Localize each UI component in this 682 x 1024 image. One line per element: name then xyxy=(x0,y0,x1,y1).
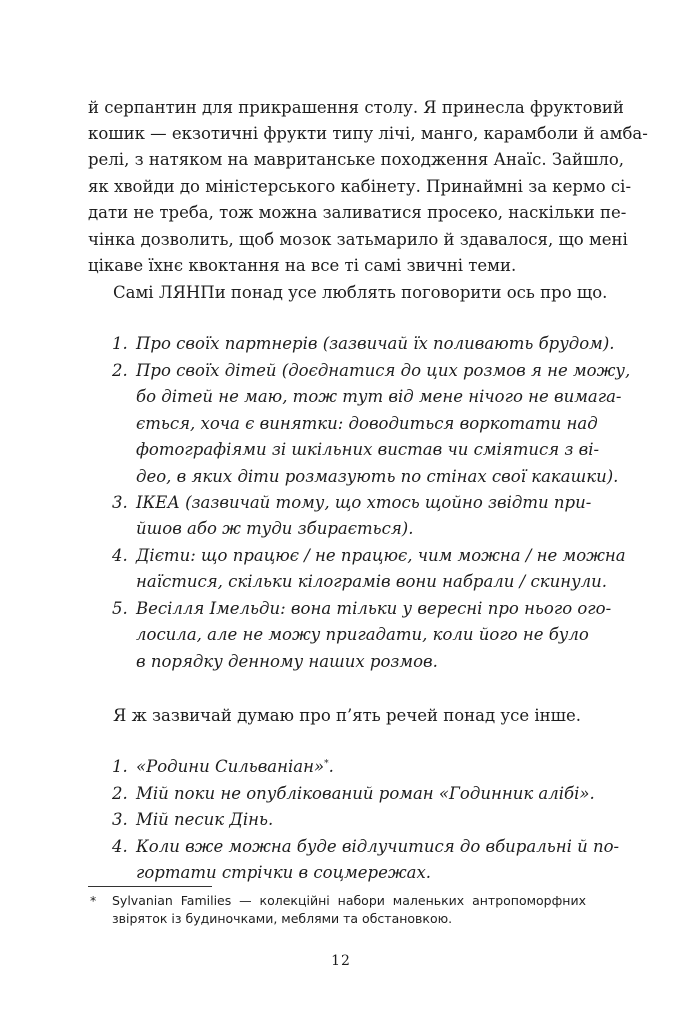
list-number: 4. xyxy=(112,546,128,565)
list-item-line: Дієти: що працює / не працює, чим можна / не можна xyxy=(136,546,626,565)
list-item-line: в порядку денному наших розмов. xyxy=(136,652,438,671)
list-item-line: ІКЕА (зазвичай тому, що хтось щойно звідти при- xyxy=(136,493,592,512)
paragraph-line: й серпантин для прикрашення столу. Я принесла фруктовий xyxy=(88,98,624,117)
list-item-text: «Родини Сильваніан» xyxy=(136,757,325,776)
page-number: 12 xyxy=(331,953,351,969)
list-number: 1. xyxy=(112,334,128,353)
paragraph-line: дати не треба, тож можна заливатися просеко, наскільки пе- xyxy=(88,203,627,222)
list-item-line: Коли вже можна буде відлучитися до вбиральні й по- xyxy=(136,837,620,856)
list-number: 1. xyxy=(112,757,128,776)
list-item-line: Про своїх партнерів (зазвичай їх поливають брудом). xyxy=(136,334,615,353)
list-number: 5. xyxy=(112,599,128,618)
paragraph-line: кошик — екзотичні фрукти типу лічі, манго, карамболи й амба- xyxy=(88,124,648,143)
list-item-line: Весілля Імельди: вона тільки у вересні про нього ого- xyxy=(136,599,612,618)
list-item-line: део, в яких діти розмазують по стінах свої какашки). xyxy=(136,467,619,486)
list-number: 2. xyxy=(112,784,128,803)
footnote-divider xyxy=(88,886,212,887)
list-number: 4. xyxy=(112,837,128,856)
footnote-line: Sylvanian Families — колекційні набори маленьких антропоморфних xyxy=(112,893,586,908)
footnote-marker: * xyxy=(90,893,97,908)
paragraph-line: релі, з натяком на мавританське походження Анаїс. Зайшло, xyxy=(88,150,625,169)
list-item-punctuation: . xyxy=(328,757,334,776)
list-item-line: ється, хоча є винятки: доводиться воркотати над xyxy=(136,414,598,433)
list-item-line: наїстися, скільки кілограмів вони набрали / скинули. xyxy=(136,572,608,591)
list-item-line: Мій песик Дінь. xyxy=(136,810,274,829)
list-item-line: йшов або ж туди збирається). xyxy=(136,519,414,538)
footnote-line: звіряток із будиночками, меблями та обстановкою. xyxy=(112,911,453,926)
footnote-reference: * xyxy=(324,759,329,769)
paragraph-line: чінка дозволить, щоб мозок затьмарило й здавалося, що мені xyxy=(88,230,628,249)
list-item-line xyxy=(136,754,560,780)
list-number: 2. xyxy=(112,361,128,380)
list-item-line: гортати стрічки в соцмережах. xyxy=(136,863,432,882)
list-item-line: Про своїх дітей (доєднатися до цих розмов я не можу, xyxy=(136,361,631,380)
list-item-line: Мій поки не опублікований роман «Годинник алібі». xyxy=(136,784,595,803)
list-item-line: бо дітей не маю, тож тут від мене нічого не вимага- xyxy=(136,387,622,406)
list-number: 3. xyxy=(112,810,128,829)
list-intro: Самі ЛЯНПи понад усе люблять поговорити ось про що. xyxy=(113,283,608,302)
list-item-line: фотографіями зі шкільних вистав чи сміятися з ві- xyxy=(136,440,600,459)
paragraph-line: як хвойди до міністерського кабінету. Принаймні за кермо сі- xyxy=(88,177,632,196)
paragraph-line: цікаве їхнє квоктання на все ті самі звичні теми. xyxy=(88,256,517,275)
list-item-line: лосила, але не можу пригадати, коли його не було xyxy=(136,625,589,644)
list-intro: Я ж зазвичай думаю про п’ять речей понад усе інше. xyxy=(113,706,581,725)
list-number: 3. xyxy=(112,493,128,512)
